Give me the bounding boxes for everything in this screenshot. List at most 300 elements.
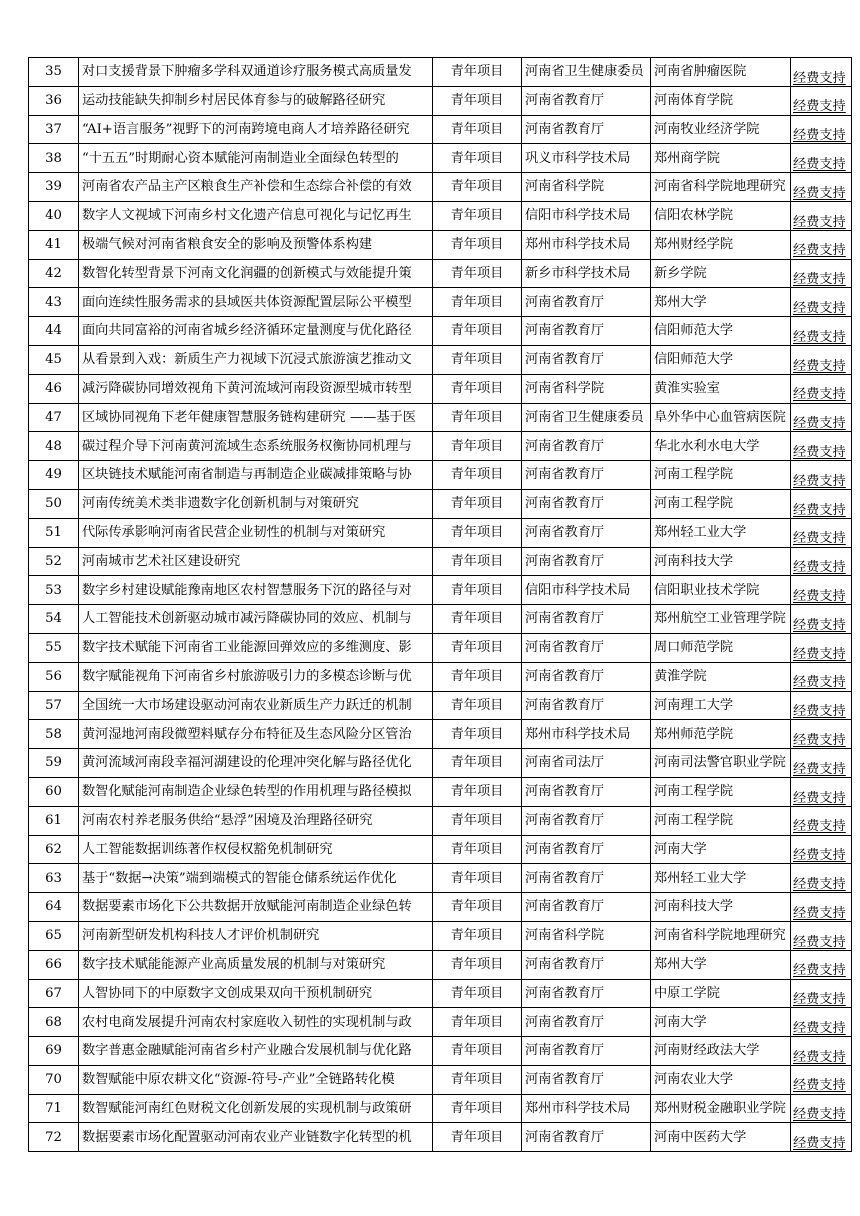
project-number-cell [29, 633, 79, 662]
project-title-cell [79, 576, 433, 605]
host-institution: 河南工程学院 [654, 496, 734, 512]
project-type: 青年项目 [450, 553, 504, 569]
project-title-cell [79, 288, 433, 317]
project-type-cell [433, 749, 522, 778]
host-institution-cell [651, 201, 791, 230]
project-type: 青年项目 [450, 870, 504, 886]
project-number-cell [29, 259, 79, 288]
table-row [29, 173, 852, 202]
funding-status-cell [791, 58, 852, 87]
recommending-department-cell [522, 317, 651, 346]
project-number: 35 [45, 64, 62, 80]
host-institution: 黄淮实验室 [654, 381, 720, 397]
project-title-cell [79, 86, 433, 115]
project-number-cell [29, 749, 79, 778]
project-title: 数据要素市场化配置驱动河南农业产业链数字化转型的机 [82, 1129, 412, 1145]
project-title: 数智赋能河南红色财税文化创新发展的实现机制与政策研 [82, 1100, 412, 1116]
project-title-cell [79, 432, 433, 461]
project-title: 河南省农产品主产区粮食生产补偿和生态综合补偿的有效 [82, 179, 412, 195]
project-number-cell [29, 86, 79, 115]
project-number: 49 [45, 467, 62, 483]
project-type-cell [433, 317, 522, 346]
host-institution: 河南财经政法大学 [654, 1043, 760, 1059]
project-type: 青年项目 [450, 179, 504, 195]
project-type: 青年项目 [450, 381, 504, 397]
project-number-cell [29, 835, 79, 864]
host-institution: 信阳师范大学 [654, 323, 734, 339]
project-number: 39 [45, 179, 62, 195]
funding-status-cell [791, 605, 852, 634]
recommending-department-cell [522, 115, 651, 144]
recommending-department-cell [522, 1123, 651, 1152]
project-type-cell [433, 950, 522, 979]
project-title: 数字普惠金融赋能河南省乡村产业融合发展机制与优化路 [82, 1043, 412, 1059]
recommending-department: 河南省卫生健康委员 [525, 409, 644, 425]
funding-status-cell [791, 720, 852, 749]
recommending-department: 信阳市科学技术局 [525, 208, 631, 224]
project-type-cell [433, 1008, 522, 1037]
project-type: 青年项目 [450, 208, 504, 224]
funding-status-cell [791, 864, 852, 893]
project-title: 碳过程介导下河南黄河流域生态系统服务权衡协同机理与 [82, 438, 412, 454]
project-title-cell [79, 173, 433, 202]
funding-status: 经费支持 [793, 329, 846, 345]
project-type: 青年项目 [450, 525, 504, 541]
project-number: 63 [45, 870, 62, 886]
host-institution-cell [651, 173, 791, 202]
project-type-cell [433, 547, 522, 576]
project-number: 55 [45, 640, 62, 656]
project-type: 青年项目 [450, 467, 504, 483]
recommending-department-cell [522, 518, 651, 547]
project-number-cell [29, 1037, 79, 1066]
project-title: 数智赋能中原农耕文化“资源-符号-产业”全链路转化模 [82, 1072, 395, 1088]
recommending-department-cell [522, 432, 651, 461]
recommending-department: 河南省教育厅 [525, 121, 605, 137]
table-row [29, 1037, 852, 1066]
project-number: 47 [45, 409, 62, 425]
project-number: 46 [45, 381, 62, 397]
project-title: 区域协同视角下老年健康智慧服务链构建研究 ——基于医 [82, 409, 416, 425]
project-type-cell [433, 461, 522, 490]
recommending-department-cell [522, 547, 651, 576]
recommending-department-cell [522, 950, 651, 979]
host-institution-cell [651, 835, 791, 864]
project-type-cell [433, 864, 522, 893]
host-institution: 中原工学院 [654, 985, 720, 1001]
host-institution-cell [651, 633, 791, 662]
project-title-cell [79, 58, 433, 87]
funding-status: 经费支持 [793, 588, 846, 604]
recommending-department: 河南省卫生健康委员 [525, 64, 644, 80]
project-number-cell [29, 1123, 79, 1152]
project-number: 51 [45, 525, 62, 541]
funding-status-cell [791, 547, 852, 576]
table-row [29, 893, 852, 922]
funding-status: 经费支持 [793, 300, 846, 316]
project-title-cell [79, 633, 433, 662]
project-type: 青年项目 [450, 784, 504, 800]
recommending-department: 河南省教育厅 [525, 985, 605, 1001]
project-number: 48 [45, 438, 62, 454]
recommending-department: 河南省教育厅 [525, 323, 605, 339]
project-type: 青年项目 [450, 985, 504, 1001]
host-institution: 河南工程学院 [654, 467, 734, 483]
recommending-department: 河南省教育厅 [525, 1014, 605, 1030]
project-number: 56 [45, 669, 62, 685]
host-institution: 河南司法警官职业学院 [654, 755, 786, 771]
project-title-cell [79, 1008, 433, 1037]
funding-status-cell [791, 691, 852, 720]
project-number: 50 [45, 496, 62, 512]
host-institution: 周口师范学院 [654, 640, 734, 656]
project-number-cell [29, 720, 79, 749]
recommending-department: 河南省科学院 [525, 179, 605, 195]
funding-status-cell [791, 374, 852, 403]
project-number-cell [29, 403, 79, 432]
funding-status-cell [791, 86, 852, 115]
project-title: 数字赋能视角下河南省乡村旅游吸引力的多模态诊断与优 [82, 669, 412, 685]
project-list-body [29, 58, 852, 1152]
host-institution-cell [651, 259, 791, 288]
table-row [29, 864, 852, 893]
project-type-cell [433, 921, 522, 950]
project-number-cell [29, 1094, 79, 1123]
table-row [29, 979, 852, 1008]
project-title: 区块链技术赋能河南省制造与再制造企业碳减排策略与协 [82, 467, 412, 483]
recommending-department-cell [522, 806, 651, 835]
funding-status: 经费支持 [793, 214, 846, 230]
project-type-cell [433, 86, 522, 115]
table-row [29, 662, 852, 691]
project-title-cell [79, 1123, 433, 1152]
project-number: 67 [45, 985, 62, 1001]
project-title-cell [79, 950, 433, 979]
host-institution-cell [651, 403, 791, 432]
project-number-cell [29, 691, 79, 720]
table-row [29, 403, 852, 432]
funding-status: 经费支持 [793, 1020, 846, 1036]
funding-status: 经费支持 [793, 992, 846, 1008]
host-institution-cell [651, 489, 791, 518]
host-institution: 阜外华中心血管病医院 [654, 409, 786, 425]
table-row [29, 518, 852, 547]
host-institution-cell [651, 1008, 791, 1037]
host-institution: 信阳职业技术学院 [654, 582, 760, 598]
host-institution-cell [651, 806, 791, 835]
host-institution: 华北水利水电大学 [654, 438, 760, 454]
project-title-cell [79, 749, 433, 778]
project-number: 57 [45, 697, 62, 713]
recommending-department-cell [522, 58, 651, 87]
funding-status-cell [791, 950, 852, 979]
project-title: 河南城市艺术社区建设研究 [82, 553, 241, 569]
project-title-cell [79, 1094, 433, 1123]
project-type: 青年项目 [450, 582, 504, 598]
project-title: 黄河流域河南段幸福河湖建设的伦理冲突化解与路径优化 [82, 755, 412, 771]
table-row [29, 547, 852, 576]
host-institution-cell [651, 115, 791, 144]
project-type-cell [433, 605, 522, 634]
project-type-cell [433, 1123, 522, 1152]
recommending-department: 河南省教育厅 [525, 784, 605, 800]
project-number-cell [29, 461, 79, 490]
project-type-cell [433, 576, 522, 605]
recommending-department-cell [522, 201, 651, 230]
project-title-cell [79, 921, 433, 950]
project-title: 数字人文视域下河南乡村文化遗产信息可视化与记忆再生 [82, 208, 412, 224]
funding-status: 经费支持 [793, 761, 846, 777]
project-type: 青年项目 [450, 841, 504, 857]
project-title: 人工智能技术创新驱动城市减污降碳协同的效应、机制与 [82, 611, 412, 627]
funding-status: 经费支持 [793, 819, 846, 835]
project-type-cell [433, 259, 522, 288]
host-institution-cell [651, 432, 791, 461]
table-row [29, 230, 852, 259]
table-row [29, 1008, 852, 1037]
project-type-cell [433, 374, 522, 403]
project-type: 青年项目 [450, 1072, 504, 1088]
project-number: 37 [45, 121, 62, 137]
project-number-cell [29, 201, 79, 230]
project-type-cell [433, 230, 522, 259]
funding-status: 经费支持 [793, 387, 846, 403]
project-number-cell [29, 432, 79, 461]
recommending-department-cell [522, 605, 651, 634]
funding-status: 经费支持 [793, 185, 846, 201]
project-title-cell [79, 893, 433, 922]
host-institution-cell [651, 1065, 791, 1094]
funding-status: 经费支持 [793, 531, 846, 547]
recommending-department-cell [522, 691, 651, 720]
funding-status-cell [791, 230, 852, 259]
project-type: 青年项目 [450, 150, 504, 166]
recommending-department-cell [522, 864, 651, 893]
table-row [29, 86, 852, 115]
funding-status-cell [791, 979, 852, 1008]
recommending-department: 河南省教育厅 [525, 697, 605, 713]
project-number: 54 [45, 611, 62, 627]
project-type: 青年项目 [450, 237, 504, 253]
project-number: 70 [45, 1072, 62, 1088]
recommending-department-cell [522, 979, 651, 1008]
recommending-department-cell [522, 1094, 651, 1123]
funding-status-cell [791, 432, 852, 461]
project-number: 65 [45, 928, 62, 944]
funding-status: 经费支持 [793, 358, 846, 374]
host-institution: 河南大学 [654, 1014, 707, 1030]
project-title-cell [79, 144, 433, 173]
project-number: 66 [45, 957, 62, 972]
funding-status: 经费支持 [793, 790, 846, 806]
project-type-cell [433, 173, 522, 202]
host-institution: 信阳农林学院 [654, 208, 734, 224]
host-institution-cell [651, 777, 791, 806]
project-title-cell [79, 201, 433, 230]
project-number-cell [29, 288, 79, 317]
project-title: “十五五”时期耐心资本赋能河南制造业全面绿色转型的 [82, 150, 399, 166]
funding-status-cell [791, 403, 852, 432]
host-institution-cell [651, 864, 791, 893]
table-row [29, 1065, 852, 1094]
recommending-department: 河南省教育厅 [525, 899, 605, 915]
table-row [29, 115, 852, 144]
host-institution: 新乡学院 [654, 265, 707, 281]
project-type-cell [433, 518, 522, 547]
host-institution-cell [651, 58, 791, 87]
project-type: 青年项目 [450, 409, 504, 425]
project-number: 38 [45, 150, 62, 166]
recommending-department-cell [522, 345, 651, 374]
host-institution-cell [651, 288, 791, 317]
funding-status-cell [791, 835, 852, 864]
host-institution: 黄淮学院 [654, 669, 707, 685]
funding-status-cell [791, 259, 852, 288]
recommending-department-cell [522, 259, 651, 288]
recommending-department: 河南省科学院 [525, 928, 605, 944]
project-type: 青年项目 [450, 1043, 504, 1059]
recommending-department-cell [522, 86, 651, 115]
project-title: 数据要素市场化下公共数据开放赋能河南制造企业绿色转 [82, 899, 412, 915]
table-row [29, 950, 852, 979]
project-number: 52 [45, 553, 62, 569]
recommending-department: 信阳市科学技术局 [525, 582, 631, 598]
funding-status: 经费支持 [793, 560, 846, 576]
host-institution: 河南省肿瘤医院 [654, 64, 747, 80]
project-number: 61 [45, 813, 62, 829]
project-type-cell [433, 1037, 522, 1066]
project-title: 黄河湿地河南段微塑料赋存分布特征及生态风险分区管治 [82, 726, 412, 742]
table-row [29, 1094, 852, 1123]
funding-status-cell [791, 288, 852, 317]
project-type-cell [433, 777, 522, 806]
project-number: 68 [45, 1014, 62, 1030]
funding-status: 经费支持 [793, 646, 846, 662]
project-type: 青年项目 [450, 611, 504, 627]
project-title-cell [79, 979, 433, 1008]
recommending-department: 河南省教育厅 [525, 467, 605, 483]
project-title-cell [79, 374, 433, 403]
recommending-department-cell [522, 633, 651, 662]
funding-status: 经费支持 [793, 473, 846, 489]
funding-status-cell [791, 317, 852, 346]
project-type: 青年项目 [450, 496, 504, 512]
funding-status: 经费支持 [793, 848, 846, 864]
host-institution-cell [651, 720, 791, 749]
project-type-cell [433, 662, 522, 691]
project-number: 69 [45, 1043, 62, 1059]
recommending-department-cell [522, 173, 651, 202]
project-number: 41 [45, 237, 62, 253]
recommending-department: 河南省教育厅 [525, 496, 605, 512]
project-number: 60 [45, 784, 62, 800]
project-number-cell [29, 58, 79, 87]
funding-status-cell [791, 173, 852, 202]
project-type: 青年项目 [450, 352, 504, 368]
recommending-department: 河南省教育厅 [525, 611, 605, 627]
recommending-department: 河南省教育厅 [525, 841, 605, 857]
host-institution-cell [651, 317, 791, 346]
table-row [29, 605, 852, 634]
funding-status-cell [791, 1123, 852, 1152]
host-institution-cell [651, 547, 791, 576]
project-number-cell [29, 345, 79, 374]
project-type-cell [433, 720, 522, 749]
recommending-department-cell [522, 893, 651, 922]
project-number: 72 [45, 1129, 62, 1145]
table-row [29, 259, 852, 288]
project-title: 数字技术赋能下河南省工业能源回弹效应的多维测度、影 [82, 640, 412, 656]
project-number: 59 [45, 755, 62, 771]
recommending-department: 河南省教育厅 [525, 669, 605, 685]
funding-status-cell [791, 201, 852, 230]
host-institution: 郑州轻工业大学 [654, 870, 747, 886]
project-type-cell [433, 633, 522, 662]
project-title: 面向连续性服务需求的县域医共体资源配置层际公平模型 [82, 294, 412, 310]
host-institution: 河南中医药大学 [654, 1129, 747, 1145]
host-institution: 河南省科学院地理研究 [654, 179, 786, 195]
project-title-cell [79, 1037, 433, 1066]
funding-status-cell [791, 489, 852, 518]
project-title: 数智化转型背景下河南文化润疆的创新模式与效能提升策 [82, 265, 412, 281]
project-number: 43 [45, 294, 62, 310]
recommending-department: 河南省教育厅 [525, 525, 605, 541]
project-number: 53 [45, 582, 62, 598]
project-type: 青年项目 [450, 323, 504, 339]
recommending-department: 郑州市科学技术局 [525, 1100, 631, 1116]
funding-status-cell [791, 662, 852, 691]
project-number-cell [29, 806, 79, 835]
project-type-cell [433, 691, 522, 720]
recommending-department: 河南省教育厅 [525, 553, 605, 569]
host-institution-cell [651, 921, 791, 950]
funding-status: 经费支持 [793, 905, 846, 921]
project-type-cell [433, 345, 522, 374]
project-type: 青年项目 [450, 640, 504, 656]
project-type: 青年项目 [450, 697, 504, 713]
project-number-cell [29, 979, 79, 1008]
project-title: 从看景到入戏：新质生产力视域下沉浸式旅游演艺推动文 [82, 352, 412, 368]
project-type: 青年项目 [450, 755, 504, 771]
table-row [29, 835, 852, 864]
project-type-cell [433, 979, 522, 1008]
funding-status-cell [791, 1037, 852, 1066]
host-institution-cell [651, 461, 791, 490]
recommending-department: 河南省教育厅 [525, 93, 605, 109]
project-title-cell [79, 605, 433, 634]
table-row [29, 1123, 852, 1152]
recommending-department-cell [522, 576, 651, 605]
host-institution: 河南牧业经济学院 [654, 121, 760, 137]
host-institution-cell [651, 374, 791, 403]
project-title-cell [79, 835, 433, 864]
recommending-department-cell [522, 921, 651, 950]
funding-status-cell [791, 893, 852, 922]
recommending-department-cell [522, 1008, 651, 1037]
recommending-department-cell [522, 1065, 651, 1094]
recommending-department: 河南省教育厅 [525, 1043, 605, 1059]
table-row [29, 144, 852, 173]
table-row [29, 432, 852, 461]
project-title-cell [79, 777, 433, 806]
project-number-cell [29, 518, 79, 547]
host-institution-cell [651, 950, 791, 979]
recommending-department-cell [522, 403, 651, 432]
project-type: 青年项目 [450, 726, 504, 742]
funding-status: 经费支持 [793, 732, 846, 748]
project-type: 青年项目 [450, 1014, 504, 1030]
project-title-cell [79, 230, 433, 259]
